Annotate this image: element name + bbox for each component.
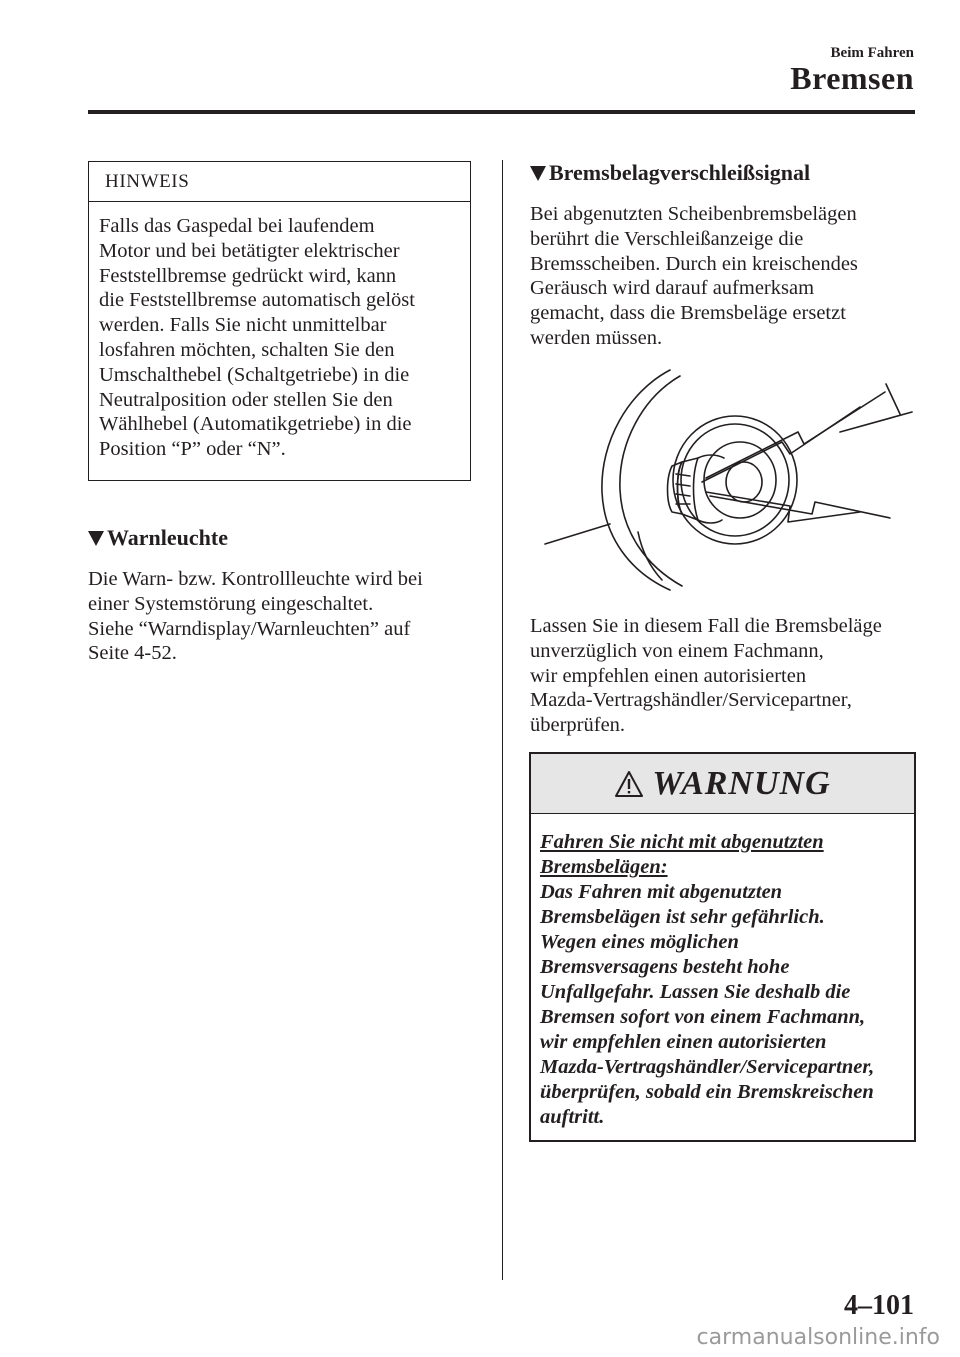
brake-wear-illustration bbox=[530, 362, 920, 592]
column-divider bbox=[502, 160, 503, 1280]
watermark: carmanualsonline.info bbox=[696, 1325, 940, 1350]
warnung-title: WARNUNG bbox=[652, 764, 831, 802]
header-rule bbox=[88, 110, 915, 114]
section-triangle-icon bbox=[88, 531, 104, 546]
bremsbelag-heading-text: Bremsbelagverschleißsignal bbox=[549, 160, 811, 185]
warnleuchte-heading-text: Warnleuchte bbox=[107, 525, 228, 550]
hinweis-text: Falls das Gaspedal bei laufendem Motor und bei betätigter elektrischer Feststellbremse gedrückt wird, kann die Feststellbremse automatisch gelöst werden. Falls Sie nicht unmittelbar losfahren möchten, schalten Sie den Umschalthebel (Schaltgetriebe) in die Neutralposition oder stellen Sie den Wählhebel (Automatikgetriebe) in die Position “P” oder “N”. bbox=[99, 215, 415, 461]
warnleuchte-heading bbox=[88, 525, 228, 551]
bremsbelag-heading bbox=[530, 160, 810, 186]
page-number: 4–101 bbox=[844, 1290, 914, 1321]
warnung-text: Das Fahren mit abgenutzten Bremsbelägen ist sehr gefährlich. Wegen eines möglichen Bremsversagens besteht hohe Unfallgefahr. Lassen Sie deshalb die Bremsen sofort von einem Fachmann, wir empfehlen einen autorisierten Mazda-Vertragshändler/Servicepartner, überprüfen, sobald ein Bremskreischen auftritt. bbox=[540, 881, 875, 1128]
warnung-box bbox=[529, 752, 916, 1142]
hinweis-title: HINWEIS bbox=[89, 162, 470, 202]
running-header-section: Beim Fahren bbox=[830, 45, 914, 61]
warnung-subheading: Fahren Sie nicht mit abgenutzten Bremsbelägen: bbox=[540, 831, 824, 878]
bremsbelag-after-text: Lassen Sie in diesem Fall die Bremsbeläge unverzüglich von einem Fachmann, wir empfehlen einen autorisierten Mazda-Vertragshändler/Servicepartner, überprüfen. bbox=[530, 615, 882, 737]
warnung-body bbox=[531, 814, 914, 1130]
running-header-title: Bremsen bbox=[790, 60, 914, 96]
section-triangle-icon bbox=[530, 166, 546, 181]
warning-triangle-icon bbox=[614, 770, 644, 798]
hinweis-note-box bbox=[88, 161, 471, 481]
warnung-header bbox=[531, 754, 914, 814]
bremsbelag-text: Bei abgenutzten Scheibenbremsbelägen berührt die Verschleißanzeige die Bremsscheiben. Durch ein kreischendes Geräusch wird darauf aufmerksam gemacht, dass die Bremsbeläge ersetzt werden müssen. bbox=[530, 203, 858, 349]
warnleuchte-text: Die Warn- bzw. Kontrollleuchte wird bei einer Systemstörung eingeschaltet. Siehe “Warndisplay/Warnleuchten” auf Seite 4-52. bbox=[88, 568, 423, 665]
